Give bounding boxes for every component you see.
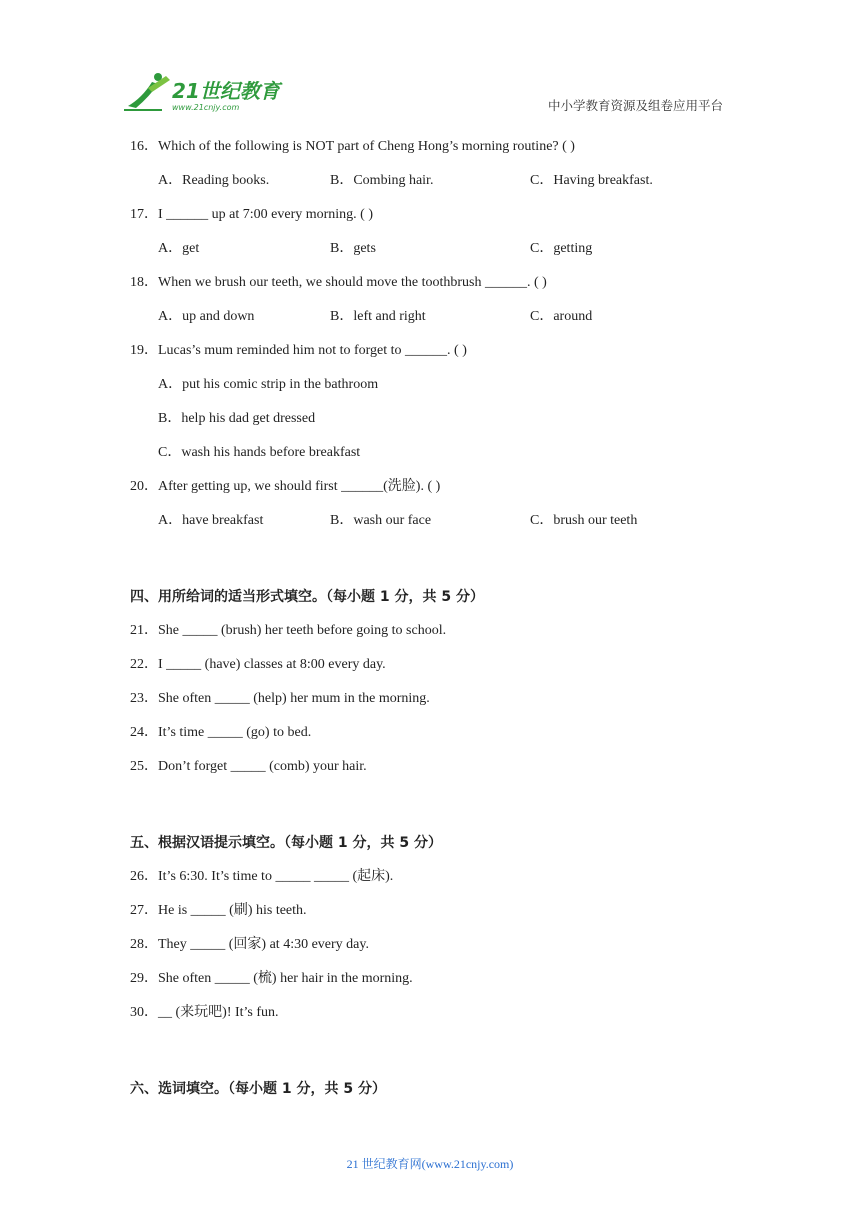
fill-item: 24．It’s time _____ (go) to bed. — [130, 725, 312, 740]
fill-item: 21．She _____ (brush) her teeth before going to school. — [130, 623, 447, 638]
question-stem: 16．Which of the following is NOT part of Cheng Hong’s morning routine? ( ) — [130, 139, 575, 154]
question-stem: 19．Lucas’s mum reminded him not to forget to ______. ( ) — [130, 343, 467, 358]
fill-item: 25．Don’t forget _____ (comb) your hair. — [130, 759, 367, 774]
option-b: B．gets — [330, 241, 376, 256]
option-b: B．help his dad get dressed — [158, 411, 316, 426]
fill-item: 23．She often _____ (help) her mum in the morning. — [130, 691, 430, 706]
section-title: 六、选词填空。（每小题 1 分，共 5 分） — [130, 1081, 386, 1097]
option-c: C．brush our teeth — [530, 513, 638, 528]
question-stem: 20．After getting up, we should first ______(洗脸). ( ) — [130, 479, 441, 494]
fill-item: 26．It’s 6:30. It’s time to _____ _____ (起床). — [130, 869, 394, 884]
section-title: 五、根据汉语提示填空。（每小题 1 分，共 5 分） — [130, 835, 442, 851]
brand-logo — [122, 70, 292, 114]
option-b: B．Combing hair. — [330, 173, 434, 188]
runner-icon — [124, 73, 170, 110]
option-a: A．have breakfast — [158, 513, 264, 528]
options-row — [130, 170, 770, 204]
fill-item: 30．__ (来玩吧)! It’s fun. — [130, 1005, 279, 1020]
fill-item: 28．They _____ (回家) at 4:30 every day. — [130, 937, 369, 952]
logo-title: 21世纪教育 — [172, 79, 280, 103]
option-c: C．around — [530, 309, 593, 324]
exam-content — [130, 136, 770, 1112]
option-c: C．Having breakfast. — [530, 173, 653, 188]
fill-item: 29．She often _____ (梳) her hair in the morning. — [130, 971, 413, 986]
option-c: C．wash his hands before breakfast — [158, 445, 361, 460]
section-title: 四、用所给词的适当形式填空。（每小题 1 分，共 5 分） — [130, 589, 484, 605]
logo-url: www.21cnjy.com — [172, 103, 240, 112]
option-a: A．Reading books. — [158, 173, 270, 188]
option-a: A．get — [158, 241, 200, 256]
options-row — [130, 238, 770, 272]
question-stem: 18．When we brush our teeth, we should move the toothbrush ______. ( ) — [130, 275, 547, 290]
option-b: B．left and right — [330, 309, 426, 324]
option-c: C．getting — [530, 241, 593, 256]
question-stem: 17．I ______ up at 7:00 every morning. ( ) — [130, 207, 374, 222]
options-row — [130, 510, 770, 544]
page-footer: 21 世纪教育网(www.21cnjy.com) — [346, 1157, 514, 1171]
option-b: B．wash our face — [330, 513, 432, 528]
options-row — [130, 306, 770, 340]
option-a: A．up and down — [158, 309, 255, 324]
fill-item: 27．He is _____ (刷) his teeth. — [130, 903, 307, 918]
option-a: A．put his comic strip in the bathroom — [158, 377, 379, 392]
fill-item: 22．I _____ (have) classes at 8:00 every day. — [130, 657, 386, 672]
platform-name: 中小学教育资源及组卷应用平台 — [548, 98, 724, 113]
